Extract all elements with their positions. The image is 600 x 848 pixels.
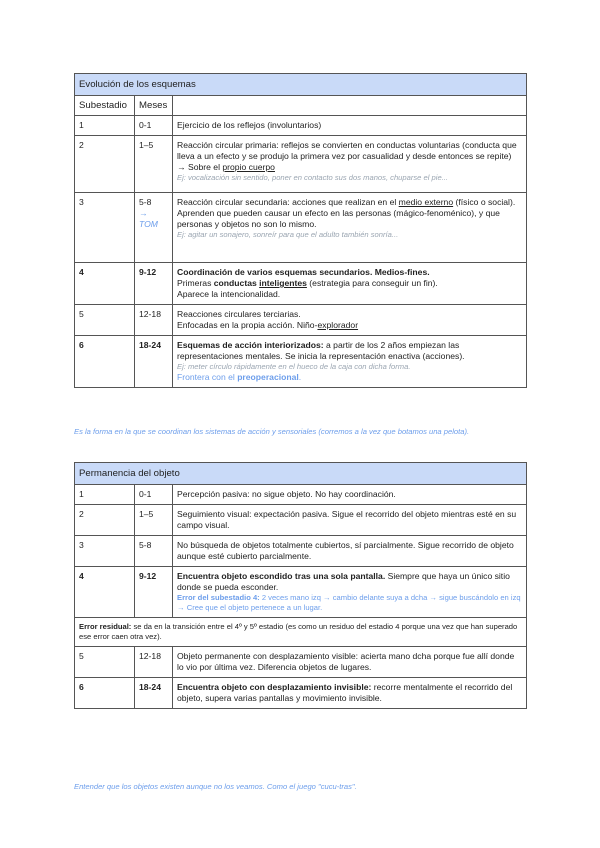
table-row: 3 5-8 → TOM Reacción circular secundaria: acciones que realizan en el medio externo (físico o social). Aprenden que pueden causar un efecto en las personas (mágico-fenoménico), y que personas y objetos no son lo mismo. Ej: agitar un sonajero, sonreír para que el adulto también sonría... [75,193,527,263]
table-row: 6 18-24 Esquemas de acción interiorizados: a partir de los 2 años empiezan las representaciones mentales. Se inicia la representación enactiva (acciones). Ej: meter círculo rápidamente en el hueco de la caja con dicha forma. Frontera con el preoperacional. [75,336,527,388]
object-permanence-note: Entender que los objetos existen aunque no los veamos. Como el juego "cucu-tras". [74,782,357,791]
object-permanence-table [74,462,527,709]
table-row: 2 1–5 Reacción circular primaria: reflejos se convierten en conductas voluntarias (conducta que lleva a un efecto y se produjo la primera vez por casualidad y desde entonces se repite) → Sobre el propio cuerpo Ej: vocalización sin sentido, poner en contacto sus dos manos, chuparse el pie... [75,136,527,193]
tom-note: → TOM [139,208,158,229]
table-row: 2 1–5 Seguimiento visual: expectación pasiva. Sigue el recorrido del objeto mientras esté en su campo visual. [75,505,527,536]
table-row: 1 0-1 Ejercicio de los reflejos (involuntarios) [75,116,527,136]
schemes-table-title: Evolución de los esquemas [75,74,527,96]
residual-error-row: Error residual: se da en la transición entre el 4º y 5º estadio (es como un residuo del estadio 4 porque una vez que han superado ese error caen otra vez). [75,618,527,647]
example-text: Ej: meter círculo rápidamente en el hueco de la caja con dicha forma. [177,362,411,371]
table-row: 3 5-8 No búsqueda de objetos totalmente cubiertos, sí parcialmente. Sigue recorrido de objeto aunque esté cubierto parcialmente. [75,536,527,567]
table-row: 4 9-12 Encuentra objeto escondido tras una sola pantalla. Siempre que haya un único sitio donde se pueda esconder. Error del subestadio 4: 2 veces mano izq → cambio delante suya a dcha → sigue buscándolo en izq → Cree que el objeto pertenece a un lugar. [75,567,527,618]
col-substage-header: Subestadio [75,96,135,116]
col-months-header: Meses [135,96,173,116]
table-row: 5 12-18 Reacciones circulares terciarias. Enfocadas en la propia acción. Niño-explorador [75,305,527,336]
col-description-header [173,96,527,116]
table-row: 5 12-18 Objeto permanente con desplazamiento visible: acierta mano dcha porque fue allí donde lo vio por última vez. Diferencia objetos de lugares. [75,647,527,678]
table-row: 4 9-12 Coordinación de varios esquemas secundarios. Medios-fines. Primeras conductas inteligentes (estrategia para conseguir un fin). Aparece la intencionalidad. [75,263,527,305]
example-text: Ej: agitar un sonajero, sonreír para que el adulto también sonría... [177,230,399,239]
example-text: Ej: vocalización sin sentido, poner en contacto sus dos manos, chuparse el pie... [177,173,448,182]
table-row: 6 18-24 Encuentra objeto con desplazamiento invisible: recorre mentalmente el recorrido del objeto, supera varias pantallas y movimiento invisible. [75,678,527,709]
schemes-note: Es la forma en la que se coordinan los sistemas de acción y sensoriales (corremos a la vez que botamos una pelota). [74,427,470,436]
object-permanence-title: Permanencia del objeto [75,463,527,485]
table-row: 1 0-1 Percepción pasiva: no sigue objeto. No hay coordinación. [75,485,527,505]
schemes-table [74,73,527,388]
